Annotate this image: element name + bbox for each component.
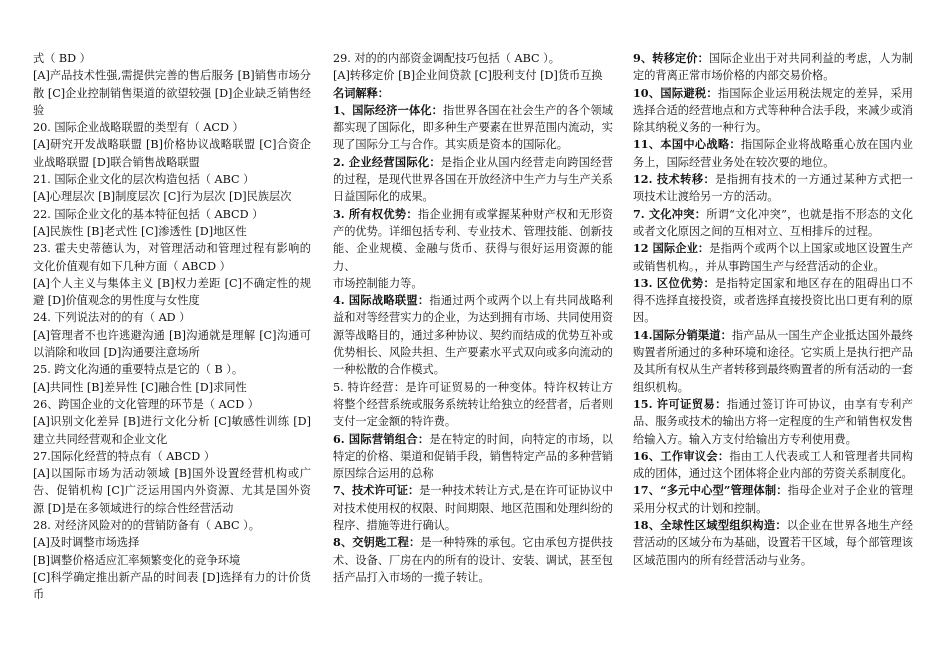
definition-paragraph: [633, 482, 913, 517]
definition-paragraph: [633, 396, 913, 448]
paragraph-text: 20. 国际企业战略联盟的类型有（ ACD ）: [33, 121, 244, 135]
paragraph-text: 26、跨国企业的文化管理的环节是（ ACD ）: [33, 397, 259, 411]
term-label: 9、转移定价：: [633, 51, 709, 65]
paragraph-text: 指通过两个或两个以上有共同战略利益和对等经营实力的企业，为达到拥有市场、共同使用资源等战略目的，通过多种协议、契约而结成的优势互补或优势相长、风险共担、生产要素水平式双向或多向流动的一种松散的合作模式。: [333, 294, 613, 377]
term-label: 10、国际避税：: [633, 85, 718, 100]
text-paragraph: [33, 223, 311, 240]
term-label: 12. 技术转移：: [633, 172, 716, 187]
text-paragraph: [33, 327, 311, 362]
paragraph-text: [A]产品技术性强,需提供完善的售后服务 [B]销售市场分散 [C]企业控制销售渠道的欲望较强 [D]企业缺乏销售经验: [33, 69, 311, 117]
text-paragraph: [33, 465, 311, 517]
paragraph-text: 5. 特许经营：是许可证贸易的一种变体。特许权转让方将整个经营系统或服务系统转让给独立的经营者，后者则支付一定金额的特许费。: [333, 380, 613, 429]
paragraph-text: 指企业拥有或掌握某种财产权和无形资产的优势。详细包括专利、专业技术、管理技能、创新技能、企业规模、金融与货币、获得与很好运用资源的能力、: [333, 207, 613, 273]
text-paragraph: [33, 413, 311, 448]
text-paragraph: [33, 50, 311, 67]
paragraph-text: 市场控制能力等。: [333, 276, 423, 290]
definition-paragraph: [633, 171, 913, 206]
text-paragraph: [333, 275, 613, 292]
term-label: 8、交钥匙工程：: [333, 535, 421, 550]
paragraph-text: [A]共同性 [B]差异性 [C]融合性 [D]求同性: [33, 380, 247, 394]
definition-paragraph: [633, 517, 913, 569]
text-paragraph: [33, 396, 311, 413]
definition-paragraph: [633, 448, 913, 483]
text-paragraph: [333, 50, 613, 67]
paragraph-text: 是指企业从国内经营走向跨国经营的过程，是现代世界各国在开放经济中生产力与生产关系日益国际化的成果。: [333, 155, 613, 204]
definition-paragraph: [333, 154, 613, 206]
paragraph-text: 是在特定的时间，向特定的市场，以特定的价格、渠道和促销手段，销售特定产品的多种营销原因综合运用的总称: [333, 432, 613, 481]
text-paragraph: [33, 552, 311, 569]
paragraph-text: [A]以国际市场为活动领域 [B]国外设置经营机构或广告、促销机构 [C]广泛运用国内外资源、尤其是国外资源 [D]是在多领域进行的综合性经营活动: [33, 467, 311, 515]
definition-paragraph: [333, 102, 613, 154]
term-label: 15. 许可证贸易：: [633, 396, 727, 411]
definition-paragraph: [333, 534, 613, 586]
term-label: 1、国际经济一体化：: [333, 102, 444, 117]
left-column: [33, 50, 311, 604]
paragraph-text: 国际企业出于对共同利益的考虑，人为制定的背离正常市场价格的内部交易价格。: [633, 52, 913, 83]
paragraph-text: 指国际企业将战略重心放在国内业务上，国际经营业务处在较次要的地位。: [633, 138, 913, 169]
text-paragraph: [33, 309, 311, 326]
paragraph-text: [A]个人主义与集体主义 [B]权力差距 [C]不确定性的规避 [D]价值观念的男性度与女性度: [33, 276, 311, 308]
paragraph-text: [A]研究开发战略联盟 [B]价格协议战略联盟 [C]合资企业战略联盟 [D]联合销售战略联盟: [33, 138, 311, 169]
definition-paragraph: [633, 206, 913, 241]
paragraph-text: 指母企业对子企业的管理采用分权式的计划和控制。: [633, 484, 913, 515]
paragraph-text: [A]转移定价 [B]企业间贷款 [C]股利支付 [D]货币互换: [333, 69, 603, 83]
paragraph-text: 21. 国际企业文化的层次构造包括（ ABC ）: [33, 173, 255, 187]
term-label: 2. 企业经营国际化：: [333, 154, 441, 169]
paragraph-text: [A]管理者不也许逃避沟通 [B]沟通就是理解 [C]沟通可以消除和收回 [D]沟通要注意场所: [33, 328, 311, 360]
paragraph-text: 27.国际化经营的特点有（ ABCD ）: [33, 449, 216, 463]
paragraph-text: 指世界各国在社会生产的各个领域都实现了国际化，即多种生产要素在世界范围内流动，实现了国际分工与合作。其实质是资本的国际化。: [333, 103, 613, 152]
definition-paragraph: [333, 431, 613, 483]
term-label: 12 国际企业：: [633, 241, 710, 256]
paragraph-text: 式（ BD ）: [33, 52, 91, 65]
paragraph-text: 指国际企业运用税法规定的差异，采用选择合适的经营地点和方式等种种合法手段，来减少或消除其纳税义务的一种行为。: [633, 86, 913, 135]
text-paragraph: [33, 275, 311, 310]
term-label: 11、本国中心战略：: [633, 137, 741, 152]
term-label: 3. 所有权优势：: [333, 206, 418, 221]
paragraph-text: 25. 跨文化沟通的重要特点是它的（ B ）。: [33, 363, 244, 377]
paragraph-text: [A]及时调整市场选择: [33, 536, 140, 550]
term-label: 16、工作审议会：: [633, 448, 730, 463]
term-label: 17、“多元中心型”管理体制：: [633, 483, 788, 498]
definition-paragraph: [333, 292, 613, 378]
text-paragraph: [33, 448, 311, 465]
paragraph-text: 24. 下列说法对的的有（ AD ）: [33, 311, 191, 325]
paragraph-text: [A]民族性 [B]老式性 [C]渗透性 [D]地区性: [33, 224, 247, 238]
paragraph-text: 23. 霍夫史蒂德认为，对管理活动和管理过程有影响的文化价值观有如下几种方面（ ABCD ）: [33, 242, 311, 273]
paragraph-text: 是一种特殊的承包。它由承包方提供技术、设备、厂房在内的所有的设计、安装、调试，甚至包括产品打入市场的一揽子转让。: [333, 536, 613, 584]
paragraph-text: 是指两个或两个以上国家或地区设置生产或销售机构。，并从事跨国生产与经营活动的企业。: [633, 242, 913, 273]
middle-column: [333, 50, 613, 586]
paragraph-text: [B]调整价格适应汇率频繁变化的竞争环境: [33, 553, 241, 567]
paragraph-text: [A]心理层次 [B]制度层次 [C]行为层次 [D]民族层次: [33, 190, 292, 204]
text-paragraph: [33, 361, 311, 378]
paragraph-text: 是指拥有技术的一方通过某种方式把一项技术让渡给另一方的活动。: [633, 173, 913, 204]
text-paragraph: [33, 569, 311, 604]
definition-paragraph: [633, 275, 913, 327]
paragraph-text: 指由工人代表或工人和管理者共同构成的团体，通过这个团体将企业内部的劳资关系制度化。: [633, 449, 913, 481]
text-paragraph: [33, 188, 311, 205]
term-label: 18、全球性区域型组织构造：: [633, 518, 787, 533]
term-label: 7、技术许可证：: [333, 483, 420, 498]
definition-paragraph: [633, 85, 913, 137]
paragraph-text: 22. 国际企业文化的基本特征包括（ ABCD ）: [33, 207, 264, 221]
term-label: 14.国际分销渠道：: [633, 327, 732, 342]
term-label: 6. 国际营销组合：: [333, 431, 430, 446]
text-paragraph: [33, 379, 311, 396]
paragraph-text: 28. 对经济风险对的的营销防备有（ ABC ）。: [33, 519, 260, 533]
definition-paragraph: [333, 206, 613, 275]
term-label: 4. 国际战略联盟：: [333, 293, 430, 308]
text-paragraph: [33, 171, 311, 188]
definition-paragraph: [633, 50, 913, 85]
paragraph-text: 所谓“文化冲突”，也就是指不形态的文化或者文化原因之间的互相对立、互相排斥的过程。: [633, 207, 913, 238]
paragraph-text: 29. 对的的内部资金调配技巧包括（ ABC ）。: [333, 52, 560, 65]
text-paragraph: [33, 67, 311, 119]
paragraph-text: 名词解释：: [333, 85, 389, 100]
text-paragraph: [333, 379, 613, 431]
paragraph-text: 是一种技术转让方式,是在许可证协议中对技术使用权的权限、时间期限、地区范围和处理纠纷的程序、措施等进行确认。: [333, 484, 613, 533]
text-paragraph: [33, 240, 311, 275]
paragraph-text: 以企业在世界各地生产经营活动的区域分布为基础，设置若干区域，每个部管理该区域范围内的所有经营活动与业务。: [633, 519, 913, 567]
text-paragraph: [333, 67, 613, 84]
paragraph-text: 指产品从一国生产企业抵达国外最终购置者所通过的多种环境和途径。它实质上是执行把产品及其所有权从生产者转移到最终购置者的所有活动的一套组织机构。: [633, 328, 913, 394]
definition-paragraph: [633, 240, 913, 275]
definition-paragraph: [633, 327, 913, 396]
paragraph-text: 是指特定国家和地区存在的阻碍出口不得不选择直接投资，或者选择直接投资比出口更有利的原因。: [633, 276, 913, 325]
definition-paragraph: [633, 136, 913, 171]
definition-paragraph: [333, 482, 613, 534]
term-label: 13. 区位优势：: [633, 275, 716, 290]
text-paragraph: [33, 136, 311, 171]
text-paragraph: [33, 534, 311, 551]
text-paragraph: [33, 517, 311, 534]
term-label: 7. 文化冲突：: [633, 206, 707, 221]
text-paragraph: [33, 119, 311, 136]
paragraph-text: [A]识别文化差异 [B]进行文化分析 [C]敏感性训练 [D]建立共同经营观和企业文化: [33, 415, 311, 446]
text-paragraph: [33, 206, 311, 223]
text-paragraph: [333, 85, 613, 102]
right-column: [633, 50, 913, 569]
paragraph-text: [C]科学确定推出新产品的时间表 [D]选择有力的计价货币: [33, 570, 311, 602]
paragraph-text: 指通过签订许可协议，由享有专利产品、服务或技术的输出方将一定程度的生产和销售权发售给输入方。输入方支付给输出方专利使用费。: [633, 397, 913, 446]
